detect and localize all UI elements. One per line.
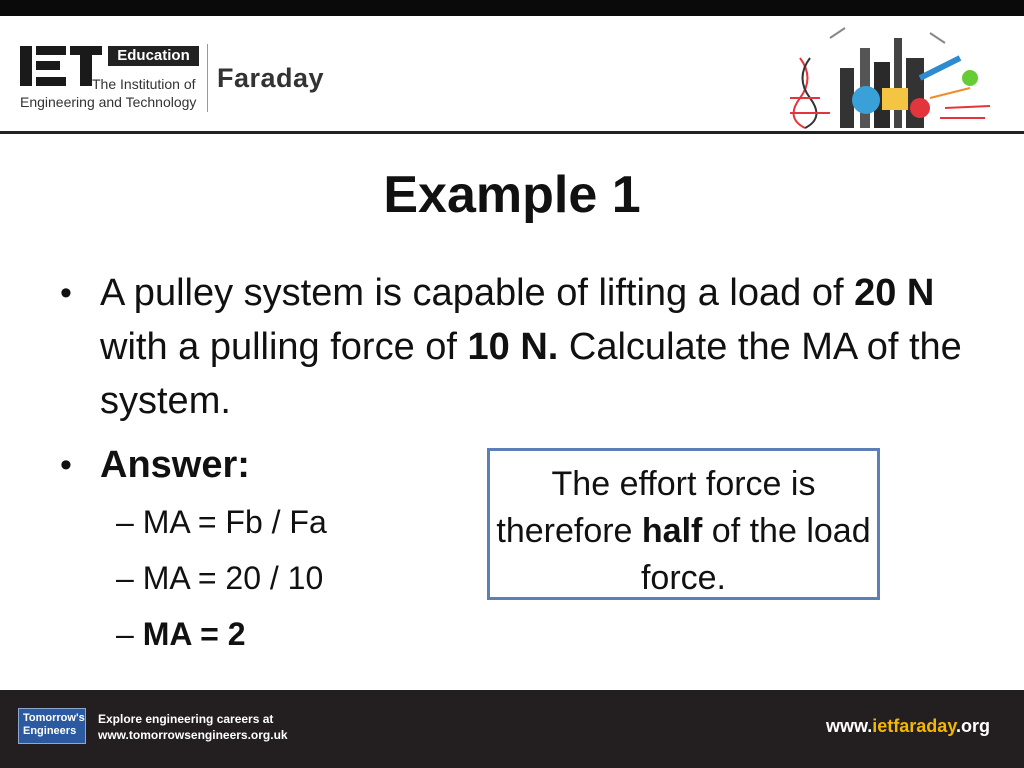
logo-divider [207,44,208,112]
top-black-bar [0,0,1024,16]
url-highlight: ietfaraday [872,716,956,736]
iet-logo-icon [20,42,102,90]
question-part1: A pulley system is capable of lifting a load of [100,272,855,314]
load-value: 20 N [854,272,935,314]
callout-bold: half [641,512,703,550]
url-prefix: www. [825,716,873,736]
faraday-label: Faraday [217,63,325,93]
url-suffix: .org [956,716,990,736]
question-text [100,266,980,428]
step-2 [116,558,323,598]
dash: – [116,616,134,652]
answer-label-text: Answer: [100,444,250,486]
step-3 [116,614,246,654]
slide-title: Example 1 [383,166,641,224]
step-text: MA = 20 / 10 [142,560,324,596]
header-divider [0,131,1024,134]
bullet-icon: • [60,274,72,312]
question-part2: with a pulling force of [100,326,468,368]
institution-line2: Engineering and Technology [20,94,197,110]
logo-line1: Tomorrow's [23,712,85,724]
step-text: MA = 2 [142,616,246,652]
force-value: 10 N. [467,326,559,368]
dash: – [116,560,134,596]
footer-link-ietfaraday[interactable] [826,716,990,737]
footer-text-line1: Explore engineering careers at [98,712,274,726]
question-part3: Calculate the MA of the system. [100,326,962,422]
dash: – [116,504,134,540]
bullet-icon: • [60,446,72,484]
callout-box [487,448,880,600]
logo-line2: Engineers [23,725,77,737]
callout-part1: The effort force is therefore [496,465,816,550]
step-1 [116,502,327,542]
footer-link-tomorrowsengineers[interactable]: www.tomorrowsengineers.org.uk [98,728,288,742]
science-collage-icon [770,18,996,132]
institution-line1: The Institution of [92,76,196,92]
tomorrows-engineers-logo[interactable] [18,708,86,744]
education-label: Education [108,46,199,66]
callout-part2: of the load force. [640,512,871,597]
step-text: MA = Fb / Fa [142,504,327,540]
